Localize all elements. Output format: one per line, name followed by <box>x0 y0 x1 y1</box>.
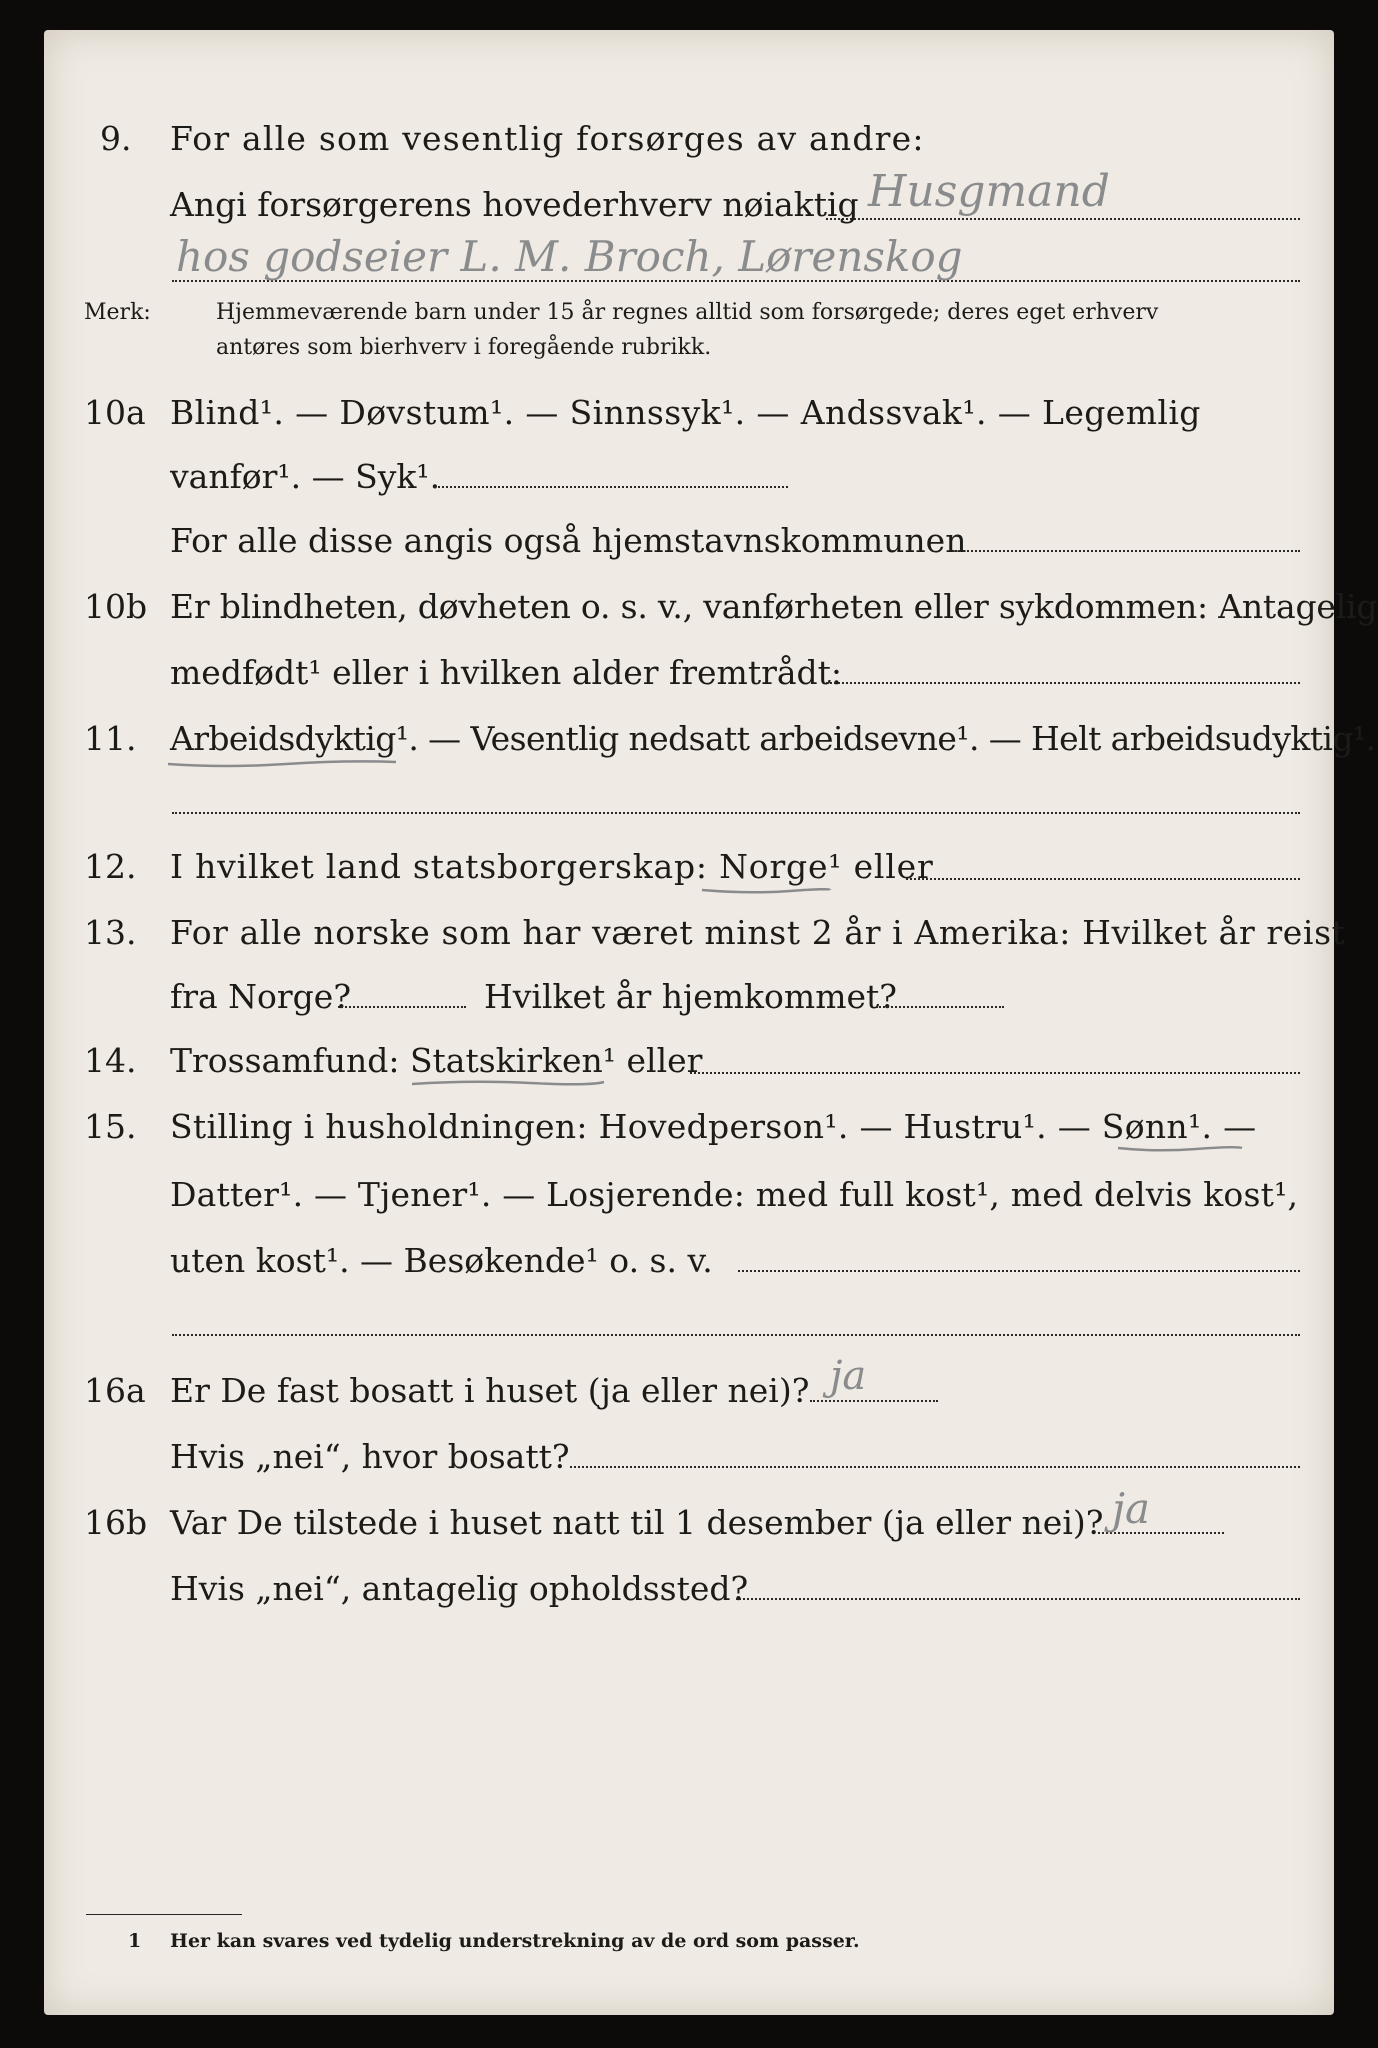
q15-line3: uten kost¹. — Besøkende¹ o. s. v. <box>170 1241 713 1280</box>
q10b-answer-line <box>826 682 1300 684</box>
q16b-line1: Var De tilstede i huset natt til 1 desember (ja eller nei)? <box>170 1503 1104 1542</box>
footnote-text: Her kan svares ved tydelig understrekning av de ord som passer. <box>170 1930 860 1952</box>
q15-line1: Stilling i husholdningen: Hovedperson¹. — Hustru¹. — Sønn¹. — <box>170 1107 1257 1146</box>
q12-line1: I hvilket land statsborgerskap: Norge¹ eller <box>170 847 934 886</box>
q10a-answer-line <box>434 486 788 488</box>
q15-answer-line-2 <box>172 1334 1300 1336</box>
q13-line2a: fra Norge? <box>170 977 352 1016</box>
q13-line1: For alle norske som har været minst 2 år i Amerika: Hvilket år reist <box>170 913 1346 952</box>
q15-answer-line <box>738 1270 1300 1272</box>
q13-return-year-line <box>876 1006 1004 1008</box>
q10a-line2: vanfør¹. — Syk¹. <box>170 457 441 496</box>
q16b-whereabouts-line <box>736 1598 1300 1600</box>
q14-pencil-underline <box>410 1076 606 1090</box>
q10a-number: 10a <box>84 393 146 432</box>
footnote-rule <box>86 1914 242 1915</box>
q9-line1: For alle som vesentlig forsørges av andre: <box>170 119 925 158</box>
q15-line2: Datter¹. — Tjener¹. — Losjerende: med full kost¹, med delvis kost¹, <box>170 1175 1299 1214</box>
q10b-number: 10b <box>84 587 148 626</box>
q16b-number: 16b <box>84 1503 148 1542</box>
q11-number: 11. <box>84 719 137 758</box>
q10b-line2: medfødt¹ eller i hvilken alder fremtrådt: <box>170 653 843 692</box>
q9-number: 9. <box>100 119 132 158</box>
merk-line1: Hjemmeværende barn under 15 år regnes alltid som forsørgede; deres eget erhverv <box>216 300 1159 325</box>
q10a-line3: For alle disse angis også hjemstavnskommunen <box>170 521 967 560</box>
q9-answer-line-1 <box>826 218 1300 220</box>
q13-departure-year-line <box>338 1006 466 1008</box>
q16a-handwritten-answer: ja <box>830 1353 867 1399</box>
q11-pencil-underline <box>166 756 398 770</box>
q16a-answer-line <box>810 1400 938 1402</box>
footnote-mark: 1 <box>128 1930 142 1952</box>
q11-line1: Arbeidsdyktig¹. — Vesentlig nedsatt arbeidsevne¹. — Helt arbeidsudyktig¹. <box>170 719 1376 758</box>
q14-line1: Trossamfund: Statskirken¹ eller <box>170 1041 703 1080</box>
merk-line2: antøres som bierhverv i foregående rubrikk. <box>216 335 712 360</box>
q16b-handwritten-answer: ja <box>1112 1484 1151 1533</box>
q16b-line2: Hvis „nei“, antagelig opholdssted? <box>170 1569 749 1608</box>
merk-label: Merk: <box>84 300 151 325</box>
q10b-line1: Er blindheten, døvheten o. s. v., vanførheten eller sykdommen: Antagelig <box>170 587 1378 626</box>
q12-answer-line <box>906 878 1300 880</box>
q10a-line1: Blind¹. — Døvstum¹. — Sinnssyk¹. — Andssvak¹. — Legemlig <box>170 393 1201 432</box>
q14-answer-line <box>690 1072 1300 1074</box>
q16a-line1: Er De fast bosatt i huset (ja eller nei)? <box>170 1371 810 1410</box>
q11-answer-line <box>172 812 1300 814</box>
q12-pencil-underline <box>700 884 832 898</box>
q15-pencil-underline <box>1116 1142 1244 1156</box>
q9-handwritten-occupation: Husgmand <box>868 166 1110 217</box>
q15-number: 15. <box>84 1107 137 1146</box>
q10a-home-municipality-line <box>952 550 1300 552</box>
q14-number: 14. <box>84 1041 137 1080</box>
q16a-number: 16a <box>84 1371 146 1410</box>
q13-number: 13. <box>84 913 137 952</box>
q9-line2: Angi forsørgerens hovederhverv nøiaktig <box>170 185 859 224</box>
q13-line2b: Hvilket år hjemkommet? <box>484 977 897 1016</box>
q9-handwritten-employer: hos godseier L. M. Broch, Lørenskog <box>176 232 963 281</box>
q12-number: 12. <box>84 847 137 886</box>
q16a-line2: Hvis „nei“, hvor bosatt? <box>170 1437 570 1476</box>
census-form-page <box>44 30 1334 2015</box>
q16a-residence-line <box>570 1466 1300 1468</box>
